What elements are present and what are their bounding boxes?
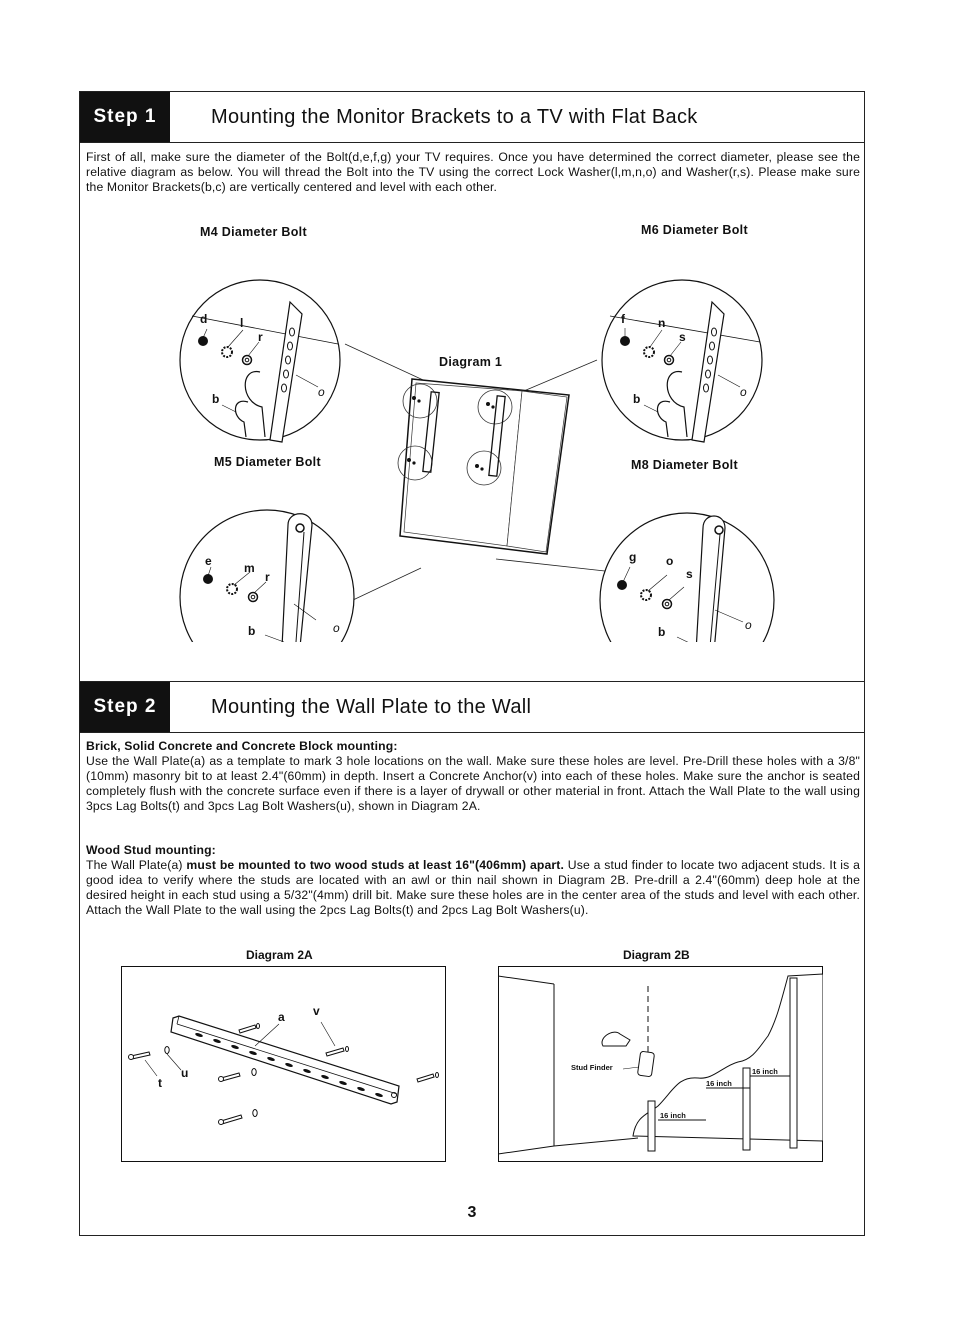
label-m6: M6 Diameter Bolt <box>641 223 748 237</box>
diagram2a-letter-v: v <box>313 1004 320 1018</box>
diagram2b-drawing <box>498 966 823 1163</box>
step1-badge: Step 1 <box>80 92 170 142</box>
detail-m6 <box>602 280 762 442</box>
tv-panel <box>398 379 569 554</box>
step1-title: Mounting the Monitor Brackets to a TV with Flat Back <box>211 106 698 128</box>
label-diagram1: Diagram 1 <box>439 355 503 369</box>
m4-letter-o: o <box>318 385 325 399</box>
m4-letter-r: r <box>258 330 263 344</box>
m5-letter-r: r <box>265 570 270 584</box>
m4-letter-b: b <box>212 392 220 406</box>
label-m8: M8 Diameter Bolt <box>631 458 738 472</box>
detail-m5 <box>180 510 354 642</box>
m8-letter-b: b <box>658 625 666 639</box>
wood-heading: Wood Stud mounting: <box>86 843 216 857</box>
m8-letter-o-washer: o <box>666 554 674 568</box>
spacing-label-2: 16 inch <box>706 1079 732 1088</box>
wood-text <box>86 858 860 918</box>
brick-heading: Brick, Solid Concrete and Concrete Block mounting: <box>86 739 398 753</box>
m6-letter-f: f <box>621 312 625 326</box>
page-number: 3 <box>467 1204 477 1221</box>
m4-letter-d: d <box>200 312 208 326</box>
m6-letter-b: b <box>633 392 641 406</box>
page-frame <box>79 91 865 1236</box>
step2-brick-section <box>86 739 860 814</box>
step2-wood-section <box>86 843 860 918</box>
m6-letter-n: n <box>658 316 666 330</box>
m6-letter-s: s <box>679 330 686 344</box>
m5-letter-b: b <box>248 624 256 638</box>
label-m5: M5 Diameter Bolt <box>214 455 321 469</box>
diagram2a-caption: Diagram 2A <box>246 948 313 962</box>
step1-header <box>80 92 864 143</box>
diagram2a-letter-t: t <box>158 1076 162 1090</box>
wood-text-bold: must be mounted to two wood studs at least 16"(406mm) apart. <box>186 858 565 872</box>
step1-intro-text: First of all, make sure the diameter of the Bolt(d,e,f,g) your TV requires. Once you have determined the correct diameter, please see the relative diagram as below. You will thread the Bolt into the TV using the correct Lock Washer(l,m,n,o) and Washer(r,s). Please make sure the Monitor Brackets(b,c) are vertically centered and level with each other. <box>86 150 860 194</box>
m5-letter-m: m <box>244 561 255 575</box>
wood-text-b: Use a stud finder to locate two adjacent studs. It is a good idea to verify where the studs are located with an awl or thin nail shown in Diagram 2B. Pre-drill a 2.4"(60mm) deep hole at the desired height in each stud using a 5/32"(4mm) drill bit. Make sure these holes are in the center area of the studs and level with each other. Attach the Wall Plate to the wall using the 2pcs Lag Bolts(t) and 2pcs Lag Bolt Washers(u). <box>86 858 860 917</box>
diagram1-drawing <box>170 242 790 642</box>
brick-text: Use the Wall Plate(a) as a template to mark 3 hole locations on the wall. Make sure these holes are level. Pre-Drill these holes with a 3/8"(10mm) masonry bit to at least 2.4"(60mm) in depth. Insert a Concrete Anchor(v) into each of these holes. Make sure the anchor is seated completely flush with the concrete surface even if there is a layer of drywall or other material in front. Attach the Wall Plate to the wall using 3pcs Lag Bolts(t) and 3pcs Lag Bolt Washers(u), shown in Diagram 2A. <box>86 754 860 813</box>
spacing-label-1: 16 inch <box>660 1111 686 1120</box>
diagram2b-caption: Diagram 2B <box>623 948 690 962</box>
m8-letter-g: g <box>629 550 637 564</box>
spacing-label-3: 16 inch <box>752 1067 778 1076</box>
diagram2a-letter-u: u <box>181 1066 189 1080</box>
step2-badge: Step 2 <box>80 682 170 732</box>
step2-header <box>80 681 864 733</box>
detail-m4 <box>180 280 340 442</box>
label-m4: M4 Diameter Bolt <box>200 225 307 239</box>
step1-intro <box>86 150 860 195</box>
m8-letter-o: o <box>745 618 752 632</box>
m5-letter-e: e <box>205 554 212 568</box>
m6-letter-o: o <box>740 385 747 399</box>
step2-title: Mounting the Wall Plate to the Wall <box>211 696 532 718</box>
diagram2a-letter-a: a <box>278 1010 285 1024</box>
diagram2a-drawing <box>121 966 446 1163</box>
m4-letter-l: l <box>240 316 244 330</box>
wood-text-a: The Wall Plate(a) <box>86 858 187 872</box>
m8-letter-s: s <box>686 567 693 581</box>
m5-letter-o: o <box>333 621 340 635</box>
stud-finder-label: Stud Finder <box>571 1063 613 1072</box>
detail-m8 <box>600 513 774 642</box>
